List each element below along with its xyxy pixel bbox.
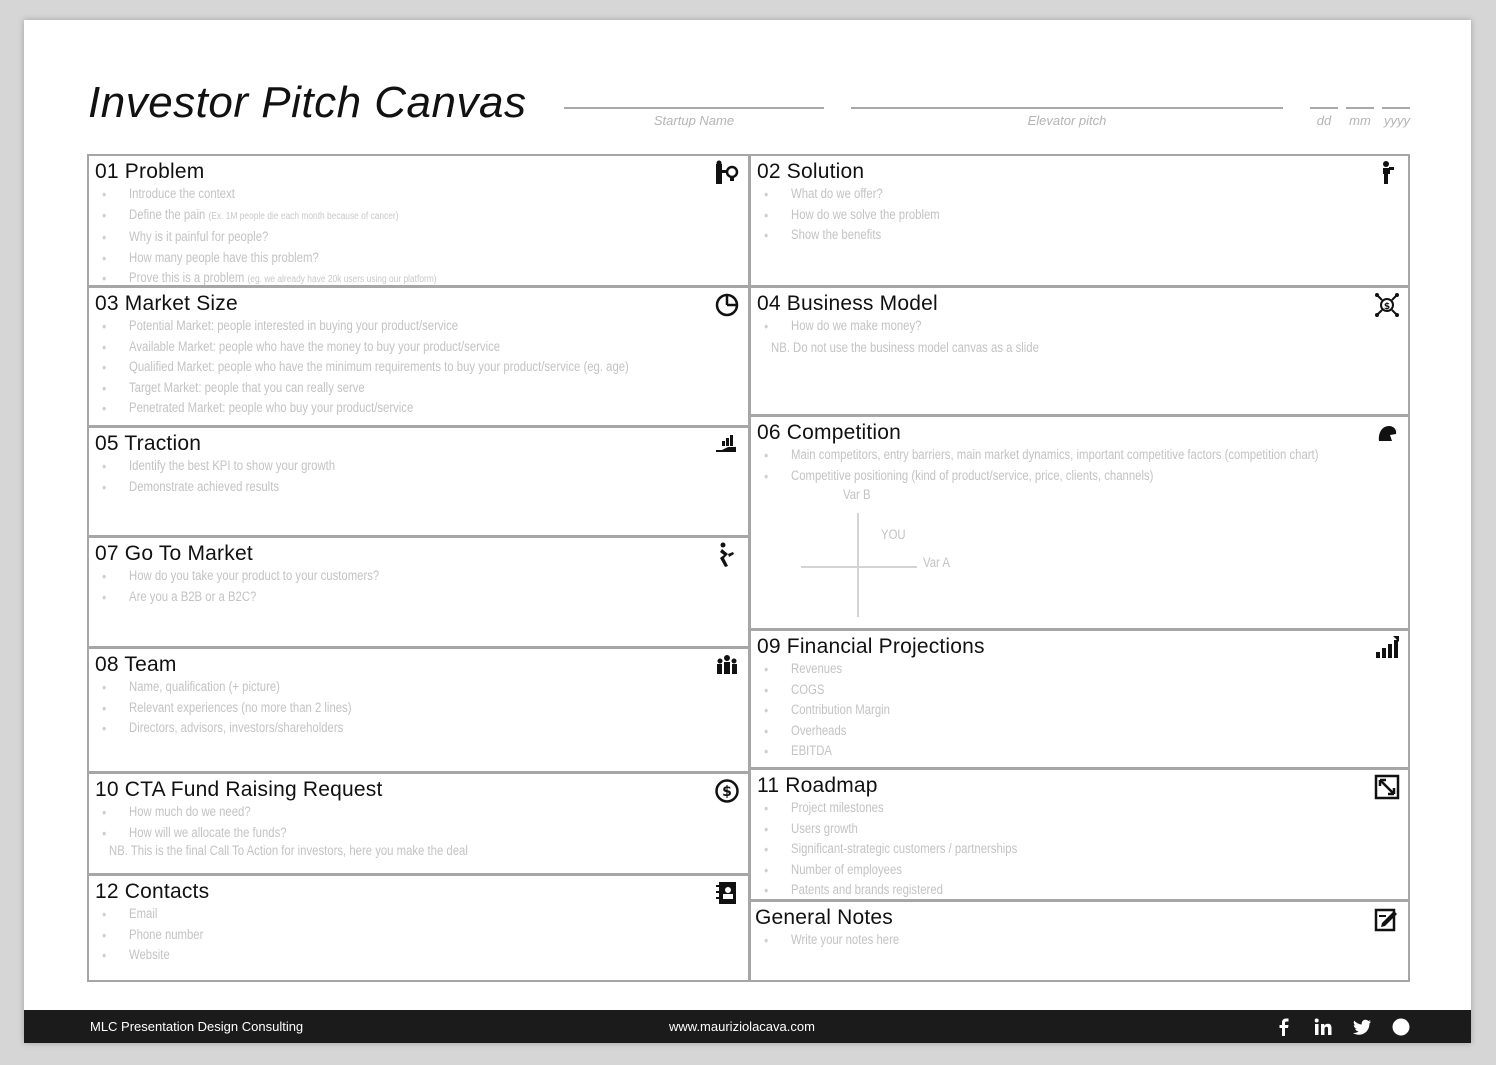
list-item: • Website xyxy=(129,945,203,966)
startup-name-line[interactable] xyxy=(564,107,824,109)
list-item: • What do we offer? xyxy=(791,184,940,205)
list-item: • Relevant experiences (no more than 2 lines) xyxy=(129,698,352,719)
year-line[interactable] xyxy=(1382,107,1410,109)
problem-box xyxy=(87,154,750,287)
pain-example: (Ex. 1M people die each month because of cancer) xyxy=(208,210,399,222)
svg-text:$: $ xyxy=(1383,302,1391,312)
list-item: • How much do we need? xyxy=(129,802,287,823)
day-label: dd xyxy=(1316,113,1332,128)
list-item: • How do we solve the problem xyxy=(791,205,940,226)
contacts-list xyxy=(129,904,218,966)
dollar-coin-icon xyxy=(714,778,740,804)
list-item: • Prove this is a problem (eg. we already have 20k users using our platform) xyxy=(129,268,437,291)
roadmap-box xyxy=(749,768,1410,901)
elevator-pitch-line[interactable] xyxy=(851,107,1283,109)
footer-website-link[interactable]: www.mauriziolacava.com xyxy=(669,1019,815,1034)
positioning-chart xyxy=(799,487,979,621)
general-notes-box xyxy=(749,900,1410,982)
month-label: mm xyxy=(1349,113,1371,128)
list-item: • Patents and brands registered xyxy=(791,880,1017,901)
footer-bar xyxy=(24,1010,1471,1043)
market-size-box xyxy=(87,286,750,427)
financial-projections-title: 09 Financial Projections xyxy=(757,635,985,658)
person-icon xyxy=(1374,160,1400,186)
business-model-list xyxy=(791,316,946,337)
list-item: • Penetrated Market: people who buy your product/service xyxy=(129,398,629,419)
solution-list xyxy=(791,184,968,246)
growth-chart-icon xyxy=(1374,635,1400,661)
month-line[interactable] xyxy=(1346,107,1374,109)
team-box xyxy=(87,647,750,773)
general-notes-title: General Notes xyxy=(755,906,894,929)
startup-name-label: Startup Name xyxy=(653,113,735,128)
team-list xyxy=(129,677,394,739)
list-item: • Write your notes here xyxy=(791,930,899,951)
roadmap-list xyxy=(791,798,1060,901)
list-item: • Phone number xyxy=(129,925,203,946)
list-item: • Number of employees xyxy=(791,860,1017,881)
market-size-title: 03 Market Size xyxy=(95,292,238,315)
fund-raising-note: NB. This is the final Call To Action for investors, here you make the deal xyxy=(109,843,468,858)
list-item: • Revenues xyxy=(791,659,890,680)
list-item: • Why is it painful for people? xyxy=(129,227,437,248)
team-title: 08 Team xyxy=(95,653,177,676)
list-item: • How do we make money? xyxy=(791,316,921,337)
market-size-list xyxy=(129,316,724,419)
list-item: • Contribution Margin xyxy=(791,700,890,721)
fund-raising-title: 10 CTA Fund Raising Request xyxy=(95,778,383,801)
list-item: • Name, qualification (+ picture) xyxy=(129,677,352,698)
contacts-box xyxy=(87,874,750,982)
var-b-label: Var B xyxy=(843,487,871,502)
var-a-label: Var A xyxy=(923,555,950,570)
chess-piece-icon xyxy=(1374,421,1400,447)
competition-title: 06 Competition xyxy=(757,421,902,444)
prove-example: (eg. we already have 20k users using our platform) xyxy=(247,274,437,286)
day-line[interactable] xyxy=(1310,107,1338,109)
list-item: • Main competitors, entry barriers, main market dynamics, important competitive factors (competition chart) xyxy=(791,445,1318,466)
traction-box xyxy=(87,426,750,537)
facebook-icon[interactable] xyxy=(1274,1017,1294,1037)
solution-box xyxy=(749,154,1410,287)
solution-title: 02 Solution xyxy=(757,160,865,183)
list-item: • Significant-strategic customers / partnerships xyxy=(791,839,1017,860)
edit-note-icon xyxy=(1374,906,1400,932)
list-item: • Demonstrate achieved results xyxy=(129,477,335,498)
roadmap-icon xyxy=(1374,774,1400,800)
list-item: • Project milestones xyxy=(791,798,1017,819)
problem-title: 01 Problem xyxy=(95,160,205,183)
team-icon xyxy=(714,653,740,679)
person-with-idea-icon xyxy=(714,160,740,186)
list-item: • Users growth xyxy=(791,819,1017,840)
business-model-box xyxy=(749,286,1410,416)
horizontal-axis xyxy=(801,566,917,568)
list-item: • EBITDA xyxy=(791,741,890,762)
elevator-pitch-label: Elevator pitch xyxy=(1027,113,1107,128)
hand-growth-icon xyxy=(714,432,740,458)
twitter-icon[interactable] xyxy=(1352,1017,1372,1037)
vertical-axis xyxy=(857,513,859,617)
go-to-market-list xyxy=(129,566,427,607)
list-item: • Email xyxy=(129,904,203,925)
list-item: • Overheads xyxy=(791,721,890,742)
list-item: • COGS xyxy=(791,680,890,701)
pie-chart-icon xyxy=(714,292,740,318)
list-item: • Identify the best KPI to show your growth xyxy=(129,456,335,477)
page-title: Investor Pitch Canvas xyxy=(88,78,527,127)
you-label: YOU xyxy=(881,527,906,542)
list-item: • Qualified Market: people who have the minimum requirements to buy your product/service (eg. age) xyxy=(129,357,629,378)
list-item: • Are you a B2B or a B2C? xyxy=(129,587,379,608)
traction-list xyxy=(129,456,374,497)
fund-raising-box xyxy=(87,772,750,875)
general-notes-list xyxy=(791,930,920,951)
list-item: • Potential Market: people interested in buying your product/service xyxy=(129,316,629,337)
money-network-icon xyxy=(1374,292,1400,318)
running-person-icon xyxy=(714,542,740,568)
list-item: • How do you take your product to your customers? xyxy=(129,566,379,587)
list-item: • How will we allocate the funds? xyxy=(129,823,287,844)
business-model-title: 04 Business Model xyxy=(757,292,938,315)
financial-projections-box xyxy=(749,629,1410,769)
fund-raising-list xyxy=(129,802,317,843)
list-item: • Directors, advisors, investors/shareholders xyxy=(129,718,352,739)
go-to-market-title: 07 Go To Market xyxy=(95,542,253,565)
contacts-title: 12 Contacts xyxy=(95,880,210,903)
traction-title: 05 Traction xyxy=(95,432,202,455)
list-item: • How many people have this problem? xyxy=(129,248,437,269)
address-book-icon xyxy=(714,880,740,906)
year-label: yyyy xyxy=(1384,113,1410,128)
roadmap-title: 11 Roadmap xyxy=(757,774,878,797)
list-item: • Introduce the context xyxy=(129,184,437,205)
business-model-note: NB. Do not use the business model canvas as a slide xyxy=(771,340,1039,355)
list-item: • Target Market: people that you can really serve xyxy=(129,378,629,399)
list-item: • Define the pain (Ex. 1M people die each month because of cancer) xyxy=(129,205,437,228)
competition-list xyxy=(791,445,1419,486)
circle-icon[interactable] xyxy=(1391,1017,1411,1037)
svg-text:$: $ xyxy=(722,784,732,800)
go-to-market-box xyxy=(87,536,750,648)
financial-list xyxy=(791,659,909,762)
list-item: • Competitive positioning (kind of product/service, price, clients, channels) xyxy=(791,466,1318,487)
list-item: • Available Market: people who have the money to buy your product/service xyxy=(129,337,629,358)
footer-company: MLC Presentation Design Consulting xyxy=(90,1019,304,1034)
linkedin-icon[interactable] xyxy=(1313,1017,1333,1037)
problem-list xyxy=(129,184,495,291)
list-item: • Show the benefits xyxy=(791,225,940,246)
competition-box xyxy=(749,415,1410,630)
